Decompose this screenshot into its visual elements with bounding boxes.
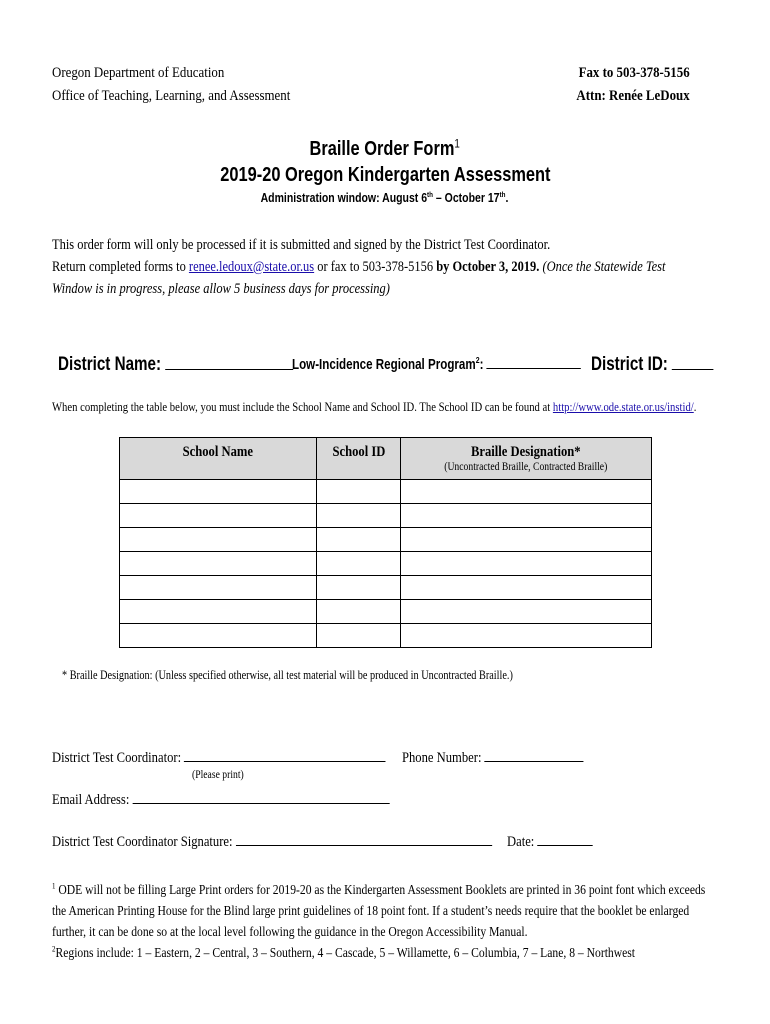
table-row — [120, 624, 652, 648]
braille-designation-cell[interactable] — [401, 624, 652, 648]
table-row — [120, 504, 652, 528]
instructions-line-1: This order form will only be processed if it is submitted and signed by the District Test Coordinator. — [52, 237, 551, 253]
school-id-cell[interactable] — [316, 552, 401, 576]
regional-program-blank[interactable] — [487, 354, 581, 369]
school-order-table — [119, 437, 652, 648]
processing-note: (Once the Statewide Test Window is in progress, please allow 5 business days for processing) — [52, 259, 666, 297]
school-id-cell[interactable] — [316, 480, 401, 504]
school-name-cell[interactable] — [120, 552, 317, 576]
school-id-cell[interactable] — [316, 504, 401, 528]
header-fax-info — [577, 62, 690, 108]
instructions — [52, 234, 699, 300]
email-label: Email Address: — [52, 792, 133, 808]
school-name-cell[interactable] — [120, 528, 317, 552]
braille-designation-note: * Braille Designation: (Unless specified otherwise, all test material will be produced in Uncontracted Braille.) — [62, 668, 513, 682]
administration-window: Administration window: August 6th – October 17th. — [261, 189, 509, 205]
column-header-braille-designation: Braille Designation* (Uncontracted Braille, Contracted Braille) — [401, 438, 652, 480]
footnote-1: $^1$ ODE will not be filling Large Print orders for 2019-20 as the Kindergarten Assessment Booklets are printed in 36 point font which exceeds the American Printing House for the Blind large print guidelines of 18 point font. If a student’s needs require that the booklet be enlarged further, it can be done so at the local level following the guidance in the Oregon Accessibility Manual. — [52, 881, 706, 940]
signature-label: District Test Coordinator Signature: — [52, 834, 236, 850]
table-header-row — [120, 438, 652, 480]
coordinator-blank[interactable] — [184, 746, 386, 762]
title-block — [0, 136, 770, 208]
header-organization — [52, 62, 290, 108]
date-label: Date: — [507, 834, 538, 850]
table-instructions: When completing the table below, you must include the School Name and School ID. The School ID can be found at http://www.ode.state.or.us/instid/. — [52, 399, 697, 414]
form-title: Braille Order Form$^1$ — [309, 136, 461, 160]
phone-label: Phone Number: — [402, 750, 485, 766]
org-line-2: Office of Teaching, Learning, and Assessment — [52, 88, 291, 104]
instructions-line-2: Return completed forms to renee.ledoux@state.or.us or fax to 503-378-5156 by October 3, 2019. (Once the Statewide Test Window is in progress, please allow 5 business days for processing) — [52, 259, 666, 297]
email-blank[interactable] — [132, 788, 389, 804]
fax-number: Fax to 503-378-5156 — [578, 65, 690, 81]
braille-designation-cell[interactable] — [401, 504, 652, 528]
school-id-link[interactable]: http://www.ode.state.or.us/instid/ — [552, 399, 694, 414]
braille-designation-cell[interactable] — [401, 480, 652, 504]
deadline: by October 3, 2019. — [436, 259, 540, 275]
email-field[interactable] — [52, 788, 390, 809]
date-field[interactable] — [507, 830, 593, 851]
attention-line: Attn: Renée LeDoux — [576, 88, 690, 104]
school-name-cell[interactable] — [120, 600, 317, 624]
date-blank[interactable] — [537, 830, 592, 846]
school-name-cell[interactable] — [120, 480, 317, 504]
footnote-2: $^2$Regions include: 1 – Eastern, 2 – Central, 3 – Southern, 4 – Cascade, 5 – Willamette, 6 – Columbia, 7 – Lane, 8 – Northwest — [52, 944, 636, 961]
district-info-row — [58, 351, 758, 379]
braille-designation-cell[interactable] — [401, 552, 652, 576]
table-row — [120, 528, 652, 552]
phone-blank[interactable] — [485, 746, 584, 762]
school-name-cell[interactable] — [120, 504, 317, 528]
braille-designation-cell[interactable] — [401, 576, 652, 600]
please-print-hint: (Please print) — [192, 769, 244, 781]
email-link[interactable]: renee.ledoux@state.or.us — [188, 259, 315, 275]
signature-field[interactable] — [52, 830, 492, 851]
district-name-blank[interactable] — [165, 351, 293, 370]
braille-designation-cell[interactable] — [401, 600, 652, 624]
coordinator-label: District Test Coordinator: — [52, 750, 185, 766]
signature-blank[interactable] — [236, 830, 492, 846]
table-row — [120, 576, 652, 600]
school-id-cell[interactable] — [316, 576, 401, 600]
braille-designation-options: (Uncontracted Braille, Contracted Braille) — [444, 461, 608, 473]
school-id-cell[interactable] — [316, 600, 401, 624]
table-row — [120, 480, 652, 504]
table-row — [120, 600, 652, 624]
district-name-field[interactable] — [58, 351, 293, 376]
footnotes — [52, 880, 708, 964]
org-line-1: Oregon Department of Education — [52, 65, 225, 81]
school-id-cell[interactable] — [316, 528, 401, 552]
regional-program-label: Low-Incidence Regional Program$^2$: — [292, 355, 487, 373]
school-name-cell[interactable] — [120, 624, 317, 648]
coordinator-field[interactable] — [52, 746, 386, 767]
district-id-field[interactable] — [591, 351, 714, 376]
phone-field[interactable] — [402, 746, 584, 767]
column-header-school-id: School ID — [316, 438, 401, 480]
table-row — [120, 552, 652, 576]
district-name-label: District Name: — [58, 354, 166, 375]
school-name-cell[interactable] — [120, 576, 317, 600]
braille-designation-cell[interactable] — [401, 528, 652, 552]
district-id-blank[interactable] — [672, 351, 714, 370]
district-id-label: District ID: — [591, 354, 673, 375]
column-header-school-name: School Name — [120, 438, 317, 480]
school-id-cell[interactable] — [316, 624, 401, 648]
regional-program-field[interactable] — [292, 354, 581, 373]
form-subtitle: 2019-20 Oregon Kindergarten Assessment — [219, 164, 551, 186]
